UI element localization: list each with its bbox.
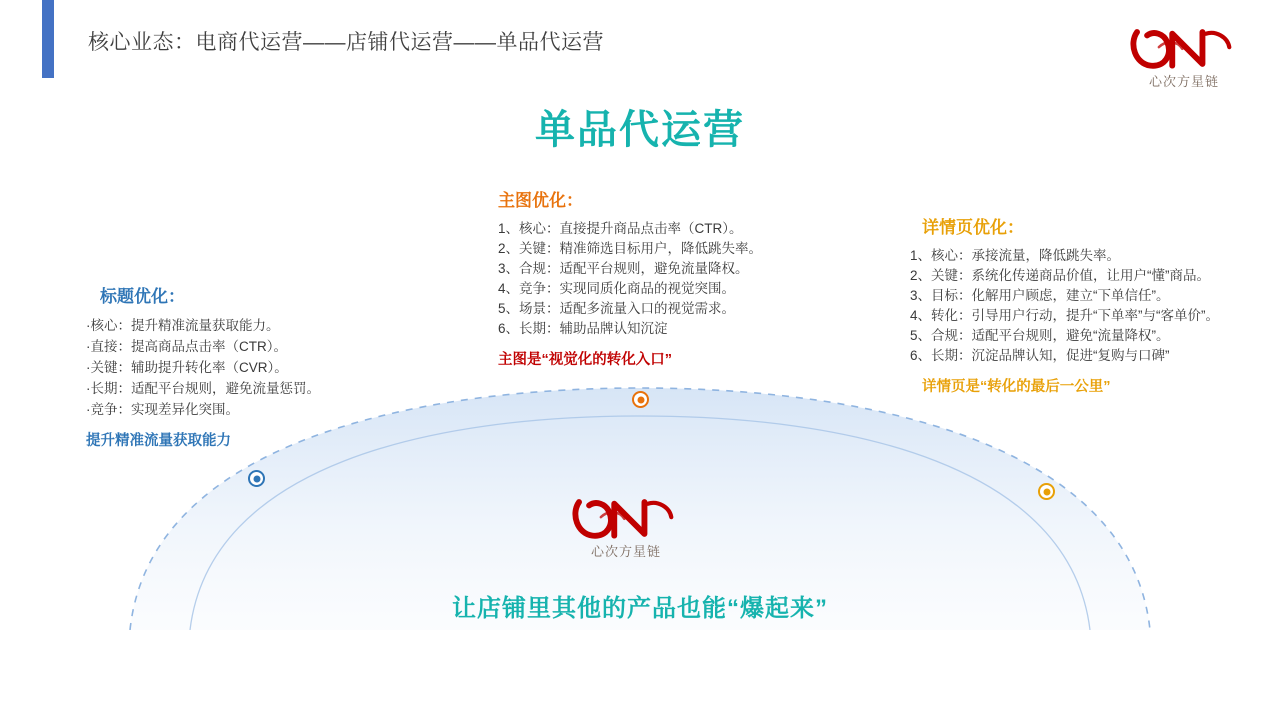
block-main-image-optimization-line-2: 2、关键：精准筛选目标用户，降低跳失率。 [498,241,763,256]
brand-logo-text: 心次方星链 [1148,74,1219,89]
block-detail-page-optimization-line-5: 5、合规：适配平台规则，避免“流量降权”。 [910,328,1170,343]
header-title: 核心业态：电商代运营——店铺代运营——单品代运营 [88,31,604,54]
block-title-optimization-line-2: ·直接：提高商品点击率（CTR）。 [86,339,287,354]
slide-slogan: 让店铺里其他的产品也能“爆起来” [452,595,828,622]
block-detail-page-optimization [910,213,1250,396]
block-main-image-optimization-line-4: 4、竞争：实现同质化商品的视觉突围。 [498,281,736,296]
block-main-image-optimization-line-1: 1、核心：直接提升商品点击率（CTR）。 [498,221,743,236]
brand-logo-top [1124,22,1244,96]
block-detail-page-optimization-footer: 详情页是“转化的最后一公里” [922,379,1111,395]
block-main-image-optimization-line-5: 5、场景：适配多流量入口的视觉需求。 [498,301,736,316]
block-main-image-optimization-footer: 主图是“视觉化的转化入口” [498,352,672,368]
node-title-optimization[interactable] [248,470,265,487]
brand-logo-mark-icon [1124,22,1244,74]
block-main-image-optimization [498,186,798,369]
block-title-optimization [86,282,396,450]
header-accent-bar [42,0,54,78]
block-detail-page-optimization-line-4: 4、转化：引导用户行动，提升“下单率”与“客单价”。 [910,308,1219,323]
block-title-optimization-heading: 标题优化： [100,287,185,306]
block-title-optimization-line-4: ·长期：适配平台规则，避免流量惩罚。 [86,381,320,396]
brand-logo-center [566,492,686,566]
block-main-image-optimization-heading: 主图优化： [498,191,583,210]
block-detail-page-optimization-line-2: 2、关键：系统化传递商品价值，让用户“懂”商品。 [910,268,1210,283]
block-detail-page-optimization-line-3: 3、目标：化解用户顾虑，建立“下单信任”。 [910,288,1170,303]
node-detail-page-optimization[interactable] [1038,483,1055,500]
block-main-image-optimization-line-3: 3、合规：适配平台规则，避免流量降权。 [498,261,749,276]
block-detail-page-optimization-heading: 详情页优化： [922,218,1024,237]
block-title-optimization-line-1: ·核心：提升精准流量获取能力。 [86,318,280,333]
block-title-optimization-footer: 提升精准流量获取能力 [86,433,231,449]
brand-logo-center-mark-icon [566,492,686,544]
block-title-optimization-line-3: ·关键：辅助提升转化率（CVR）。 [86,360,288,375]
node-main-image-optimization[interactable] [632,391,649,408]
block-detail-page-optimization-line-6: 6、长期：沉淀品牌认知，促进“复购与口碑” [910,348,1170,363]
brand-logo-center-text: 心次方星链 [590,544,661,559]
block-detail-page-optimization-line-1: 1、核心：承接流量，降低跳失率。 [910,248,1121,263]
block-main-image-optimization-line-6: 6、长期：辅助品牌认知沉淀 [498,321,668,336]
block-title-optimization-line-5: ·竞争：实现差异化突围。 [86,402,239,417]
page-title: 单品代运营 [535,108,745,152]
